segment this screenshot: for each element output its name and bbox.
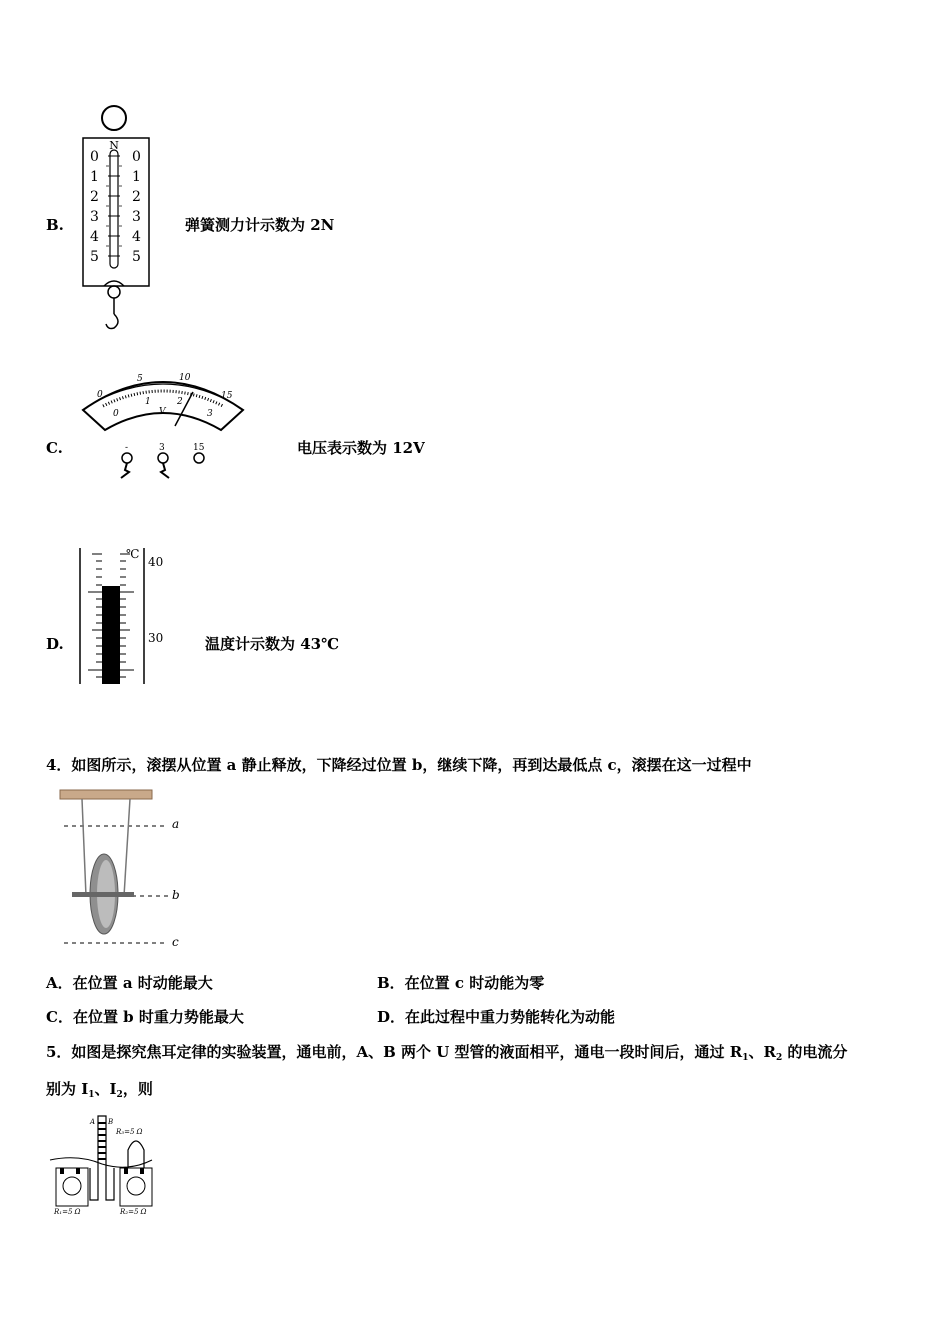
voltmeter-top-label: 15 bbox=[221, 391, 233, 401]
voltmeter-bottom-label: 3 bbox=[207, 409, 213, 419]
spring-scale-unit: N bbox=[109, 139, 119, 152]
scale-tick-right: 0 bbox=[132, 149, 141, 165]
voltmeter-unit: V bbox=[159, 407, 166, 417]
level-label-c: c bbox=[172, 935, 179, 949]
q4-option-a: A．在位置 a 时动能最大 bbox=[46, 974, 213, 992]
option-b-text: 弹簧测力计示数为 2N bbox=[185, 216, 335, 234]
scale-tick-right: 4 bbox=[132, 229, 141, 245]
q4-option-c: C．在位置 b 时重力势能最大 bbox=[46, 1008, 244, 1026]
thermometer-unit: ℃ bbox=[126, 547, 140, 561]
joule-law-apparatus-figure bbox=[48, 1110, 160, 1218]
voltmeter-terminal-label: 15 bbox=[193, 443, 205, 453]
resistor-label-r2: R₂=5 Ω bbox=[120, 1208, 147, 1216]
level-label-b: b bbox=[172, 888, 180, 902]
voltmeter-top-label: 10 bbox=[179, 373, 191, 383]
maxwell-pendulum-figure bbox=[56, 788, 196, 950]
scale-tick-right: 1 bbox=[132, 169, 141, 185]
option-b-letter: B. bbox=[46, 216, 64, 234]
scale-tick-left: 5 bbox=[90, 249, 99, 265]
scale-tick-right: 2 bbox=[132, 189, 141, 205]
resistor-label-r1: R₁=5 Ω bbox=[54, 1208, 81, 1216]
scale-tick-right: 3 bbox=[132, 209, 141, 225]
option-d-text: 温度计示数为 43℃ bbox=[205, 635, 340, 653]
tube-label-b: B bbox=[108, 1118, 114, 1126]
spring-scale-figure bbox=[78, 100, 158, 332]
voltmeter-bottom-label: 2 bbox=[177, 397, 183, 407]
thermometer-label: 40 bbox=[148, 555, 164, 569]
voltmeter-terminal-label: - bbox=[125, 443, 129, 453]
level-label-a: a bbox=[172, 817, 180, 831]
voltmeter-top-label: 0 bbox=[97, 390, 103, 400]
resistor-label-r3: R₃=5 Ω bbox=[116, 1128, 143, 1136]
thermometer-figure bbox=[72, 546, 172, 688]
q4-stem: 4．如图所示，滚摆从位置 a 静止释放，下降经过位置 b，继续下降，再到达最低点 c，滚摆在这一过程中 bbox=[46, 756, 752, 774]
scale-tick-left: 3 bbox=[90, 209, 99, 225]
q4-option-d: D．在此过程中重力势能转化为动能 bbox=[377, 1008, 616, 1026]
voltmeter-bottom-label: 1 bbox=[145, 397, 151, 407]
scale-tick-left: 2 bbox=[90, 189, 99, 205]
scale-tick-left: 4 bbox=[90, 229, 99, 245]
voltmeter-terminal-label: 3 bbox=[159, 443, 165, 453]
voltmeter-bottom-label: 0 bbox=[113, 409, 119, 419]
option-c-text: 电压表示数为 12V bbox=[297, 439, 425, 457]
q4-option-b: B．在位置 c 时动能为零 bbox=[377, 974, 545, 992]
option-c-letter: C. bbox=[46, 439, 63, 457]
q5-stem-line2: 别为 $I_1$、$I_2$，则 bbox=[46, 1080, 153, 1100]
option-d-letter: D. bbox=[46, 635, 64, 653]
tube-label-a: A bbox=[90, 1118, 96, 1126]
q5-stem-line1: 5．如图是探究焦耳定律的实验装置，通电前，A、B 两个 U 型管的液面相平，通电一段时间后，通过 $R_1$、$R_2$ 的电流分 bbox=[46, 1043, 848, 1063]
voltmeter-figure bbox=[75, 366, 251, 482]
voltmeter-top-label: 5 bbox=[137, 374, 143, 384]
thermometer-label: 30 bbox=[148, 631, 164, 645]
scale-tick-left: 1 bbox=[90, 169, 99, 185]
scale-tick-left: 0 bbox=[90, 149, 99, 165]
scale-tick-right: 5 bbox=[132, 249, 141, 265]
